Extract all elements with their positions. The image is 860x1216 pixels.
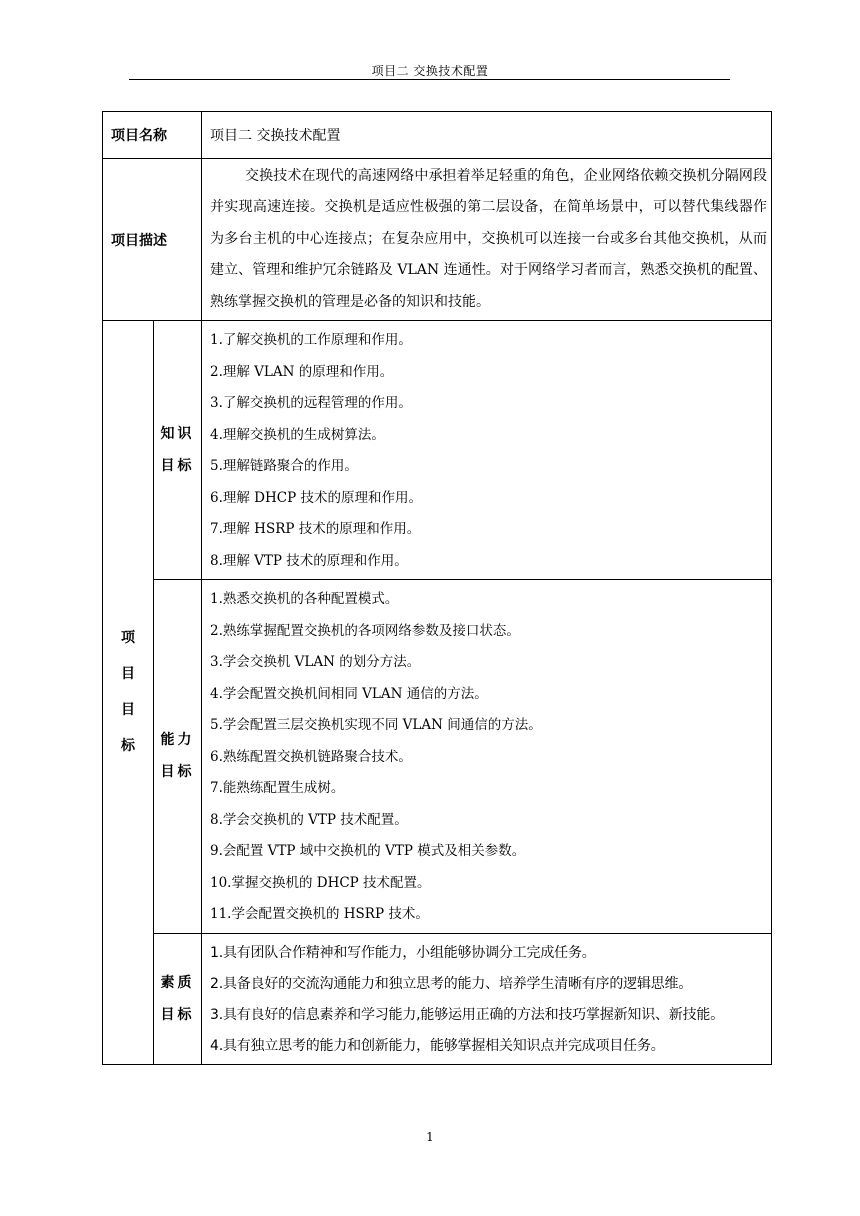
list-item: 4.具有独立思考的能力和创新能力，能够掌握相关知识点并完成项目任务。: [210, 1037, 665, 1054]
knowledge-goal-list: [202, 321, 771, 579]
page-header: 项目二 交换技术配置: [371, 64, 489, 78]
project-goal-label: [103, 321, 154, 1065]
list-item: 4.理解交换机的生成树算法。: [210, 426, 385, 443]
project-desc-label: 项目描述: [103, 159, 202, 321]
ability-label-line: 目标: [160, 764, 195, 781]
ability-goal-list: [202, 580, 771, 933]
goal-char: 目: [121, 666, 135, 683]
list-item: 9.会配置 VTP 域中交换机的 VTP 模式及相关参数。: [210, 843, 526, 860]
list-item: 4.学会配置交换机间相同 VLAN 通信的方法。: [210, 685, 488, 702]
row-project-desc: [103, 159, 772, 321]
quality-label-line: 目标: [160, 1006, 195, 1023]
quality-goal-list-cell: [202, 933, 772, 1064]
list-item: 6.理解 DHCP 技术的原理和作用。: [210, 489, 422, 506]
row-project-name: [103, 112, 772, 159]
list-item: 6.熟练配置交换机链路聚合技术。: [210, 748, 412, 765]
knowledge-goal-list-cell: [202, 321, 772, 580]
page-number: 1: [426, 1130, 434, 1144]
list-item: 11.学会配置交换机的 HSRP 技术。: [210, 906, 429, 923]
list-item: 2.熟练掌握配置交换机的各项网络参数及接口状态。: [210, 622, 520, 639]
list-item: 5.学会配置三层交换机实现不同 VLAN 间通信的方法。: [210, 717, 542, 734]
knowledge-label-line: 知识: [160, 426, 195, 443]
goal-char: 标: [121, 738, 135, 755]
ability-goal-label: [154, 580, 202, 934]
row-quality-goals: [103, 933, 772, 1064]
project-name-value: 项目二 交换技术配置: [202, 112, 772, 159]
list-item: 5.理解链路聚合的作用。: [210, 458, 358, 475]
ability-goal-list-cell: [202, 580, 772, 934]
list-item: 2.理解 VLAN 的原理和作用。: [210, 363, 394, 380]
goal-char: 目: [121, 702, 135, 719]
list-item: 1.熟悉交换机的各种配置模式。: [210, 591, 399, 608]
list-item: 7.理解 HSRP 技术的原理和作用。: [210, 521, 421, 538]
project-table: [102, 111, 772, 1065]
quality-goal-label: [154, 933, 202, 1064]
list-item: 10.掌握交换机的 DHCP 技术配置。: [210, 874, 431, 891]
list-item: 8.理解 VTP 技术的原理和作用。: [210, 552, 408, 569]
list-item: 3.学会交换机 VLAN 的划分方法。: [210, 654, 421, 671]
project-desc-text: 交换技术在现代的高速网络中承担着举足轻重的角色，企业网络依赖交换机分隔网段并实现高速连接。交换机是适应性极强的第二层设备，在简单场景中，可以替代集线器作为多台主机的中心连接点；在复杂应用中，交换机可以连接一台或多台其他交换机，从而建立、管理和维护冗余链路及 VLAN 连通性。对于网络学习者而言，熟悉交换机的配置、熟练掌握交换机的管理是必备的知识和技能。: [202, 159, 772, 321]
quality-goal-list: [202, 934, 771, 1064]
knowledge-goal-label: [154, 321, 202, 580]
list-item: 1.了解交换机的工作原理和作用。: [210, 332, 412, 349]
quality-label-line: 素质: [160, 974, 195, 991]
ability-label-line: 能力: [160, 732, 195, 749]
list-item: 2.具备良好的交流沟通能力和独立思考的能力、培养学生清晰有序的逻辑思维。: [210, 975, 693, 992]
knowledge-label-line: 目标: [160, 458, 195, 475]
row-knowledge-goals: [103, 321, 772, 580]
list-item: 3.了解交换机的远程管理的作用。: [210, 395, 412, 412]
header-rule: [129, 79, 730, 80]
list-item: 3.具有良好的信息素养和学习能力,能够运用正确的方法和技巧掌握新知识、新技能。: [210, 1006, 725, 1023]
goal-char: 项: [121, 630, 135, 647]
list-item: 1.具有团队合作精神和写作能力，小组能够协调分工完成任务。: [210, 944, 596, 961]
project-name-label: 项目名称: [103, 112, 202, 159]
list-item: 8.学会交换机的 VTP 技术配置。: [210, 811, 408, 828]
row-ability-goals: [103, 580, 772, 934]
list-item: 7.能熟练配置生成树。: [210, 780, 345, 797]
